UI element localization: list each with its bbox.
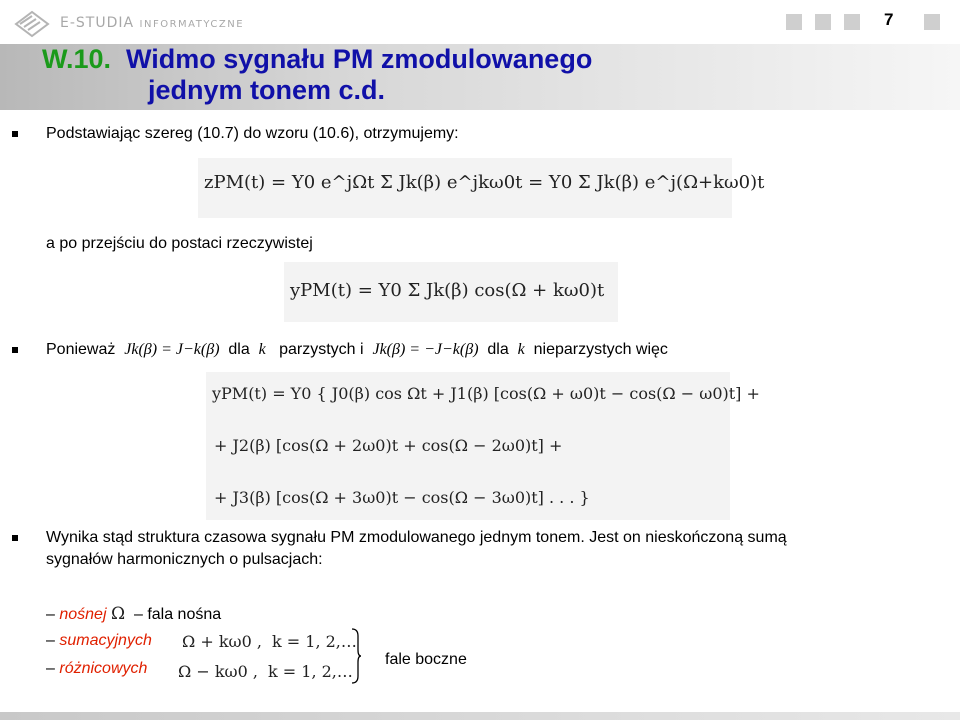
- nav-square-4[interactable]: [924, 14, 940, 30]
- bullet2-k-1: k: [258, 341, 266, 358]
- equation-3-line3: + J3(β) [cos(Ω + 3ω0)t − cos(Ω − 3ω0)t] . . . }: [214, 488, 590, 507]
- carrier-description: – fala nośna: [133, 606, 222, 623]
- carrier-label: nośnej: [59, 606, 107, 623]
- bullet2-prefix: Ponieważ: [46, 341, 116, 358]
- logo-icon: [12, 8, 52, 38]
- side-bands-label: fale boczne: [385, 651, 467, 668]
- equation-1: zPM(t) = Y0 e^jΩt Σ Jk(β) e^jkω0t = Y0 Σ Jk(β) e^j(Ω+kω0)t: [204, 172, 765, 193]
- sum-expression: Ω + kω0 ,: [182, 632, 262, 651]
- bullet-marker: [12, 347, 18, 353]
- list-item-carrier: [46, 604, 221, 624]
- list-item-diff: [46, 660, 147, 678]
- logo-main-text: E-STUDIA: [60, 15, 135, 31]
- equation-3-line2: + J2(β) [cos(Ω + 2ω0)t + cos(Ω − 2ω0)t] +: [214, 436, 563, 455]
- bullet1-text: Podstawiając szereg (10.7) do wzoru (10.6), otrzymujemy:: [46, 125, 459, 142]
- bullet2-nieparzystych: nieparzystych więc: [533, 341, 668, 358]
- list-dash: –: [46, 632, 55, 649]
- list-dash: –: [46, 606, 55, 623]
- sum-k-range: k = 1, 2,…: [272, 632, 357, 651]
- list-dash: –: [46, 660, 55, 677]
- diff-k-range: k = 1, 2,…: [268, 662, 353, 681]
- diff-label: różnicowych: [59, 660, 148, 677]
- list-item-sum: [46, 632, 152, 650]
- footer-bar: [0, 712, 960, 720]
- equation-3-line1: yPM(t) = Y0 { J0(β) cos Ωt + J1(β) [cos(Ω + ω0)t − cos(Ω − ω0)t] +: [212, 384, 760, 403]
- bullet2-dla-1: dla: [228, 341, 250, 358]
- bullet-marker: [12, 131, 18, 137]
- right-brace-icon: [350, 628, 362, 684]
- diff-expression: Ω − kω0 ,: [178, 662, 258, 681]
- bullet2-line: [46, 341, 668, 359]
- nav-square-1[interactable]: [786, 14, 802, 30]
- bullet3-line2: sygnałów harmonicznych o pulsacjach:: [46, 551, 323, 568]
- bullet2-parzystych: parzystych i: [279, 341, 364, 358]
- title-number: W.10.: [42, 44, 112, 74]
- nav-square-3[interactable]: [844, 14, 860, 30]
- bessel-condition-even: Jk(β) = J−k(β): [124, 341, 220, 358]
- bullet2-dla-2: dla: [487, 341, 509, 358]
- mid-text: a po przejściu do postaci rzeczywistej: [46, 235, 313, 252]
- nav-square-2[interactable]: [815, 14, 831, 30]
- title-line2: jednym tonem c.d.: [148, 75, 386, 105]
- logo-sub-text: INFORMATYCZNE: [139, 19, 245, 30]
- equation-2: yPM(t) = Y0 Σ Jk(β) cos(Ω + kω0)t: [290, 280, 605, 301]
- logo: [12, 6, 244, 40]
- bullet3-line1: Wynika stąd struktura czasowa sygnału PM zmodulowanego jednym tonem. Jest on nieskończoną sumą: [46, 529, 787, 546]
- bessel-condition-odd: Jk(β) = −J−k(β): [372, 341, 479, 358]
- sum-label: sumacyjnych: [59, 632, 152, 649]
- logo-text: [60, 15, 244, 31]
- carrier-symbol: Ω: [110, 604, 126, 624]
- page-title: [42, 44, 592, 106]
- bullet2-k-2: k: [517, 341, 525, 358]
- page-number: 7: [884, 10, 894, 29]
- bullet-marker: [12, 535, 18, 541]
- title-line1: Widmo sygnału PM zmodulowanego: [126, 44, 593, 74]
